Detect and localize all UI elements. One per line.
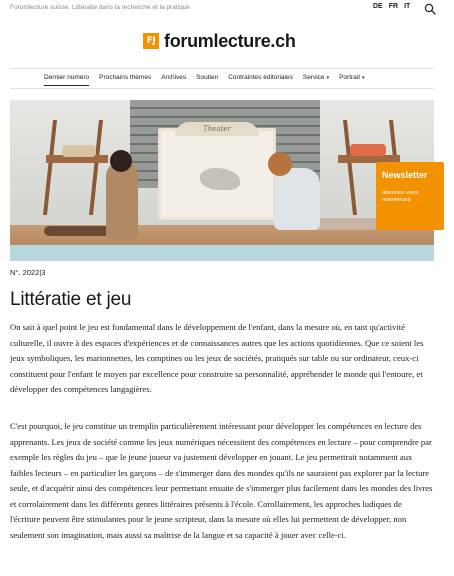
nav-item-portrait[interactable]: Portrait ▾ xyxy=(339,74,365,81)
pillow-right xyxy=(350,144,386,156)
language-it[interactable]: IT xyxy=(404,3,411,10)
child-left-head xyxy=(110,150,132,172)
top-bar xyxy=(0,0,454,16)
main-nav xyxy=(44,72,375,86)
newsletter-subtitle: abonnez-vous maintenant xyxy=(382,190,419,203)
site-logo[interactable] xyxy=(143,30,296,52)
nav-item-contraintes-editoriales[interactable]: Contraintes éditoriales xyxy=(228,74,293,81)
chevron-down-icon: ▾ xyxy=(362,75,365,81)
nav-item-dernier-numero[interactable]: Dernier numéro xyxy=(44,72,89,86)
nav-top-divider xyxy=(10,68,434,69)
hero-mat xyxy=(10,245,434,261)
chevron-down-icon: ▾ xyxy=(326,75,330,81)
nav-item-service[interactable]: Service ▾ xyxy=(302,74,330,81)
article-paragraph: C'est pourquoi, le jeu constitue un tremplin particulièrement intéressant pour développer les compétences en lecture des apprenants. Les jeux de société comme les jeux numériques nécessitent des compétences en lecture – pour comprendre par exemple les règles du jeu – que le jeune joueur va justement développer en jouant. Le jeu permettrait notamment aux faibles lecteurs – en particulier les garçons – de s'immerger dans des mondes qu'ils ne sauraient pas explorer par la lecture seule, et d'acquérir ainsi des compétences leur permettant ensuite de s'immerger plus facilement dans les mondes des livres et corrolairement dans les différents genres littéraires présents à l'école. Corollairement, les approches ludiques de l'écriture peuvent être stimulantes pour le jeune scripteur, dans la mesure où elles lui permettent de développer, non seulement son imagination, mais aussi sa maîtrise de la langue et sa capacité à jouer avec celle-ci. xyxy=(10,421,433,540)
language-de[interactable]: DE xyxy=(373,3,383,10)
article-paragraph: On sait à quel point le jeu est fondamental dans le développement de l'enfant, dans la mesure où, en tant qu'activité culturelle, il ouvre à des espaces d'expériences et de connaissances autres que les actions quotidiennes. Que ce soient les jeux symboliques, les marionnettes, les comptines ou les jeux de sociétés, pratiqués sur table ou sur ordinateur, ceux-ci constituent pour l'enfant le moyen par excellence pour construire sa personnalité, appréhender le monde qui l'entoure, et développer des compétences langagières. xyxy=(10,322,424,394)
child-right-head xyxy=(268,152,292,176)
nav-item-prochains-themes[interactable]: Prochains thèmes xyxy=(99,74,152,81)
child-right xyxy=(274,168,320,230)
newsletter-button[interactable] xyxy=(376,162,444,230)
chair-left xyxy=(43,120,103,215)
child-right-legs xyxy=(310,218,380,230)
site-tagline: Forumlecture suisse. Littératie dans la recherche et la pratique xyxy=(10,4,190,11)
nav-item-soutien[interactable]: Soutien xyxy=(196,74,219,81)
newsletter-title: Newsletter xyxy=(382,170,428,180)
logo-mark-icon: FJ xyxy=(143,33,159,49)
search-icon[interactable] xyxy=(424,2,436,14)
theater-sign xyxy=(175,122,259,136)
nav-bottom-divider xyxy=(10,88,434,89)
hero-image xyxy=(10,100,434,261)
issue-number: N°. 2022|3 xyxy=(10,268,46,277)
logo-text: forumlecture.ch xyxy=(164,30,296,51)
pillow-left xyxy=(62,145,96,157)
language-switcher xyxy=(373,3,410,10)
page-title: Littératie et jeu xyxy=(10,289,132,310)
language-fr[interactable]: FR xyxy=(388,3,399,10)
child-left xyxy=(106,162,138,240)
nav-item-archives[interactable]: Archives xyxy=(161,74,187,81)
theater-sign-text: Theater xyxy=(203,125,231,133)
